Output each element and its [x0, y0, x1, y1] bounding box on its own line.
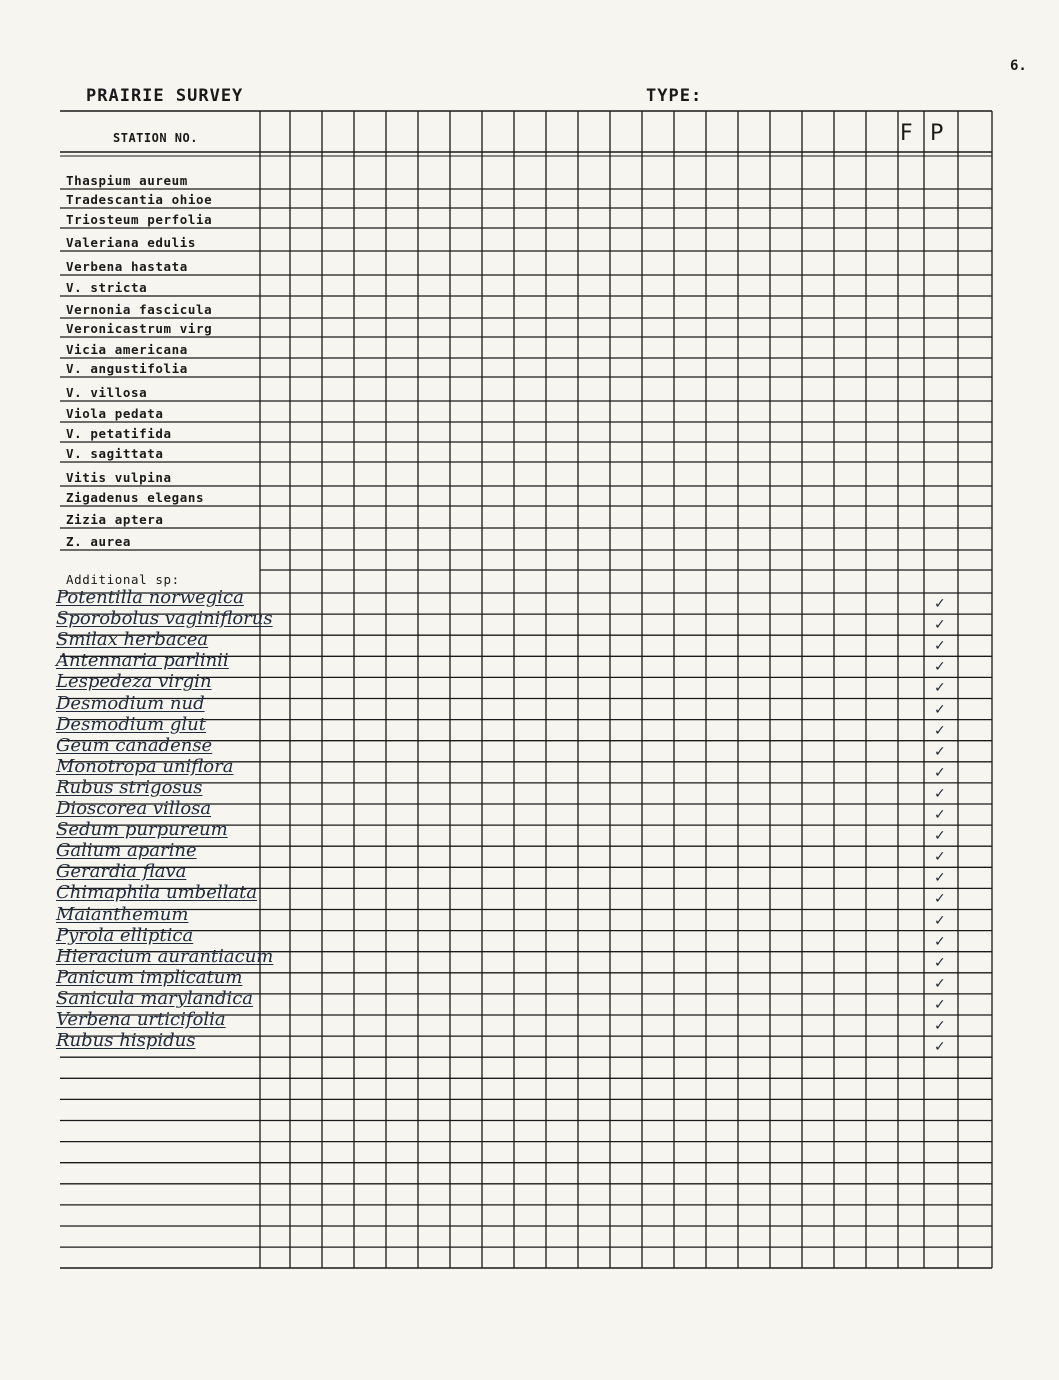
presence-check-mark: ✓ [934, 638, 946, 655]
presence-check-mark: ✓ [934, 596, 946, 612]
printed-species-row: Zizia aptera [66, 512, 164, 527]
presence-check-mark: ✓ [934, 722, 946, 739]
presence-check-mark: ✓ [934, 785, 946, 802]
additional-species-entry: Hieracium aurantiacum [56, 945, 274, 967]
station-number-label: STATION NO. [113, 131, 198, 145]
presence-check-mark: ✓ [934, 680, 946, 697]
additional-species-entry: Desmodium glut [56, 713, 206, 735]
additional-species-entry: Galium aparine [56, 840, 197, 862]
additional-species-entry: Dioscorea villosa [56, 798, 212, 819]
printed-species-row: Zigadenus elegans [66, 490, 205, 505]
presence-check-mark: ✓ [934, 954, 946, 971]
presence-check-mark: ✓ [934, 617, 946, 634]
presence-check-mark: ✓ [934, 1039, 946, 1056]
presence-check-mark: ✓ [934, 849, 946, 866]
additional-species-entry: Geum canadense [56, 734, 213, 756]
printed-species-row: Valeriana edulis [66, 235, 197, 250]
additional-species-entry: Potentilla norwegica [56, 587, 244, 608]
presence-check-mark: ✓ [934, 701, 946, 718]
additional-species-entry: Sanicula marylandica [56, 987, 254, 1009]
additional-species-entry: Rubus strigosus [56, 776, 203, 798]
presence-check-mark: ✓ [934, 870, 946, 887]
printed-species-row: Vernonia fascicula [66, 302, 213, 317]
column-mark-f: F [900, 121, 913, 146]
additional-species-entry: Gerardia flava [56, 861, 187, 883]
additional-species-entry: Chimaphila umbellata [56, 882, 258, 904]
page-number: 6. [1010, 58, 1027, 74]
additional-species-entry: Desmodium nud [56, 692, 205, 714]
type-label: TYPE: [646, 86, 703, 106]
printed-species-row: Z. aurea [66, 534, 132, 549]
printed-species-row: Veronicastrum virg [66, 321, 213, 336]
column-mark-p: P [930, 121, 944, 146]
presence-check-mark: ✓ [934, 743, 946, 760]
printed-species-row: Thaspium aureum [66, 173, 188, 188]
additional-species-entry: Antennaria parlinii [56, 650, 229, 672]
additional-species-entry: Rubus hispidus [56, 1030, 196, 1052]
additional-species-entry: Panicum implicatum [56, 966, 243, 988]
printed-species-row: V. sagittata [66, 446, 164, 461]
printed-species-row: Vicia americana [66, 342, 188, 357]
printed-species-row: V. petatifida [66, 426, 172, 441]
presence-check-mark: ✓ [934, 828, 946, 845]
printed-species-row: Triosteum perfolia [66, 212, 213, 227]
printed-species-row: V. angustifolia [66, 361, 188, 376]
additional-species-entry: Verbena urticifolia [56, 1009, 226, 1030]
presence-check-mark: ✓ [934, 764, 946, 781]
additional-species-entry: Maianthemum [56, 903, 189, 925]
printed-species-row: Vitis vulpina [66, 470, 172, 485]
presence-check-mark: ✓ [934, 807, 946, 823]
presence-check-mark: ✓ [934, 912, 946, 929]
additional-species-entry: Sedum purpureum [56, 819, 228, 841]
presence-check-mark: ✓ [934, 933, 946, 950]
presence-check-mark: ✓ [934, 1018, 946, 1034]
presence-check-mark: ✓ [934, 975, 946, 992]
presence-check-mark: ✓ [934, 891, 946, 908]
printed-species-row: V. villosa [66, 385, 148, 400]
additional-species-entry: Sporobolus vaginiflorus [56, 608, 273, 630]
printed-species-row: Viola pedata [66, 406, 164, 421]
presence-check-mark: ✓ [934, 659, 946, 676]
additional-species-label: Additional sp: [66, 572, 180, 587]
presence-check-mark: ✓ [934, 996, 946, 1013]
additional-species-entry: Pyrola elliptica [56, 924, 194, 946]
printed-species-row: V. stricta [66, 280, 148, 295]
form-title: PRAIRIE SURVEY [86, 86, 244, 106]
additional-species-entry: Lespedeza virgin [56, 671, 212, 693]
printed-species-row: Tradescantia ohioe [66, 192, 213, 207]
printed-species-row: Verbena hastata [66, 259, 188, 274]
additional-species-entry: Monotropa uniflora [56, 755, 234, 777]
additional-species-entry: Smilax herbacea [56, 629, 209, 651]
